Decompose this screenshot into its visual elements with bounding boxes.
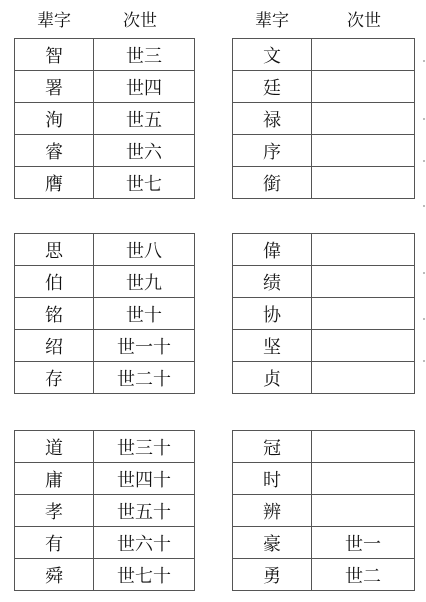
generation-number (312, 135, 415, 167)
table-row (233, 266, 415, 298)
table-row (233, 234, 415, 266)
generation-char: 铭 (15, 298, 94, 330)
generation-number (312, 362, 415, 394)
generation-char: 偉 (233, 234, 312, 266)
generation-char: 绩 (233, 266, 312, 298)
generation-char: 伯 (15, 266, 94, 298)
generation-char: 孝 (15, 495, 94, 527)
page-edge-artifacts (422, 0, 426, 602)
generation-number: 世四十 (94, 463, 195, 495)
table-row (15, 266, 195, 298)
table-row (15, 330, 195, 362)
right-header-generation-char: 辈字 (255, 11, 289, 31)
table-row (15, 362, 195, 394)
generation-number: 世一十 (94, 330, 195, 362)
generation-char: 膺 (15, 167, 94, 199)
left-table-group-3 (14, 430, 195, 591)
right-table-group-3 (232, 430, 415, 591)
generation-char: 舜 (15, 559, 94, 591)
generation-char: 道 (15, 431, 94, 463)
generation-number: 世十 (94, 298, 195, 330)
generation-number (312, 71, 415, 103)
table-row (15, 559, 195, 591)
generation-char: 贞 (233, 362, 312, 394)
table-row (15, 103, 195, 135)
generation-number (312, 495, 415, 527)
table-row (233, 103, 415, 135)
generation-char: 冠 (233, 431, 312, 463)
generation-number: 世六 (94, 135, 195, 167)
table-row (233, 527, 415, 559)
generation-number: 世三 (94, 39, 195, 71)
left-table-group-1 (14, 38, 195, 199)
generation-char: 廷 (233, 71, 312, 103)
table-row (15, 234, 195, 266)
table-row (233, 362, 415, 394)
generation-char: 洵 (15, 103, 94, 135)
table-row (15, 167, 195, 199)
generation-number: 世九 (94, 266, 195, 298)
table-row (15, 298, 195, 330)
generation-number (312, 463, 415, 495)
generation-char: 銜 (233, 167, 312, 199)
generation-number: 世三十 (94, 431, 195, 463)
generation-number: 世七十 (94, 559, 195, 591)
generation-number: 世七 (94, 167, 195, 199)
table-row (15, 463, 195, 495)
generation-char: 禄 (233, 103, 312, 135)
table-row (233, 71, 415, 103)
table-row (15, 495, 195, 527)
generation-number (312, 39, 415, 71)
generation-char: 序 (233, 135, 312, 167)
generation-number: 世四 (94, 71, 195, 103)
generation-char: 豪 (233, 527, 312, 559)
generation-char: 绍 (15, 330, 94, 362)
generation-char: 署 (15, 71, 94, 103)
generation-number (312, 167, 415, 199)
right-header-generation-number: 次世 (347, 11, 381, 31)
right-table-group-2 (232, 233, 415, 394)
generation-number: 世五 (94, 103, 195, 135)
generation-number: 世五十 (94, 495, 195, 527)
generation-char: 思 (15, 234, 94, 266)
generation-char: 辨 (233, 495, 312, 527)
table-row (15, 135, 195, 167)
generation-number (312, 266, 415, 298)
generation-number: 世八 (94, 234, 195, 266)
generation-number (312, 103, 415, 135)
right-table-group-1 (232, 38, 415, 199)
generation-number (312, 330, 415, 362)
left-header-generation-char: 辈字 (37, 11, 71, 31)
table-row (233, 135, 415, 167)
generation-number: 世二 (312, 559, 415, 591)
generation-char: 坚 (233, 330, 312, 362)
table-row (233, 298, 415, 330)
table-row (15, 39, 195, 71)
generation-number (312, 234, 415, 266)
generation-number (312, 431, 415, 463)
generation-char: 存 (15, 362, 94, 394)
generation-char: 有 (15, 527, 94, 559)
table-row (233, 559, 415, 591)
generation-number: 世六十 (94, 527, 195, 559)
generation-char: 睿 (15, 135, 94, 167)
table-row (233, 39, 415, 71)
generation-char: 协 (233, 298, 312, 330)
generation-char: 文 (233, 39, 312, 71)
table-row (233, 431, 415, 463)
table-row (233, 463, 415, 495)
table-row (15, 527, 195, 559)
generation-char: 勇 (233, 559, 312, 591)
generation-char: 时 (233, 463, 312, 495)
table-row (233, 167, 415, 199)
left-table-group-2 (14, 233, 195, 394)
table-row (233, 495, 415, 527)
generation-char: 智 (15, 39, 94, 71)
table-row (15, 431, 195, 463)
table-row (15, 71, 195, 103)
table-row (233, 330, 415, 362)
generation-number: 世一 (312, 527, 415, 559)
generation-number (312, 298, 415, 330)
left-header-generation-number: 次世 (123, 11, 157, 31)
generation-char: 庸 (15, 463, 94, 495)
generation-number: 世二十 (94, 362, 195, 394)
